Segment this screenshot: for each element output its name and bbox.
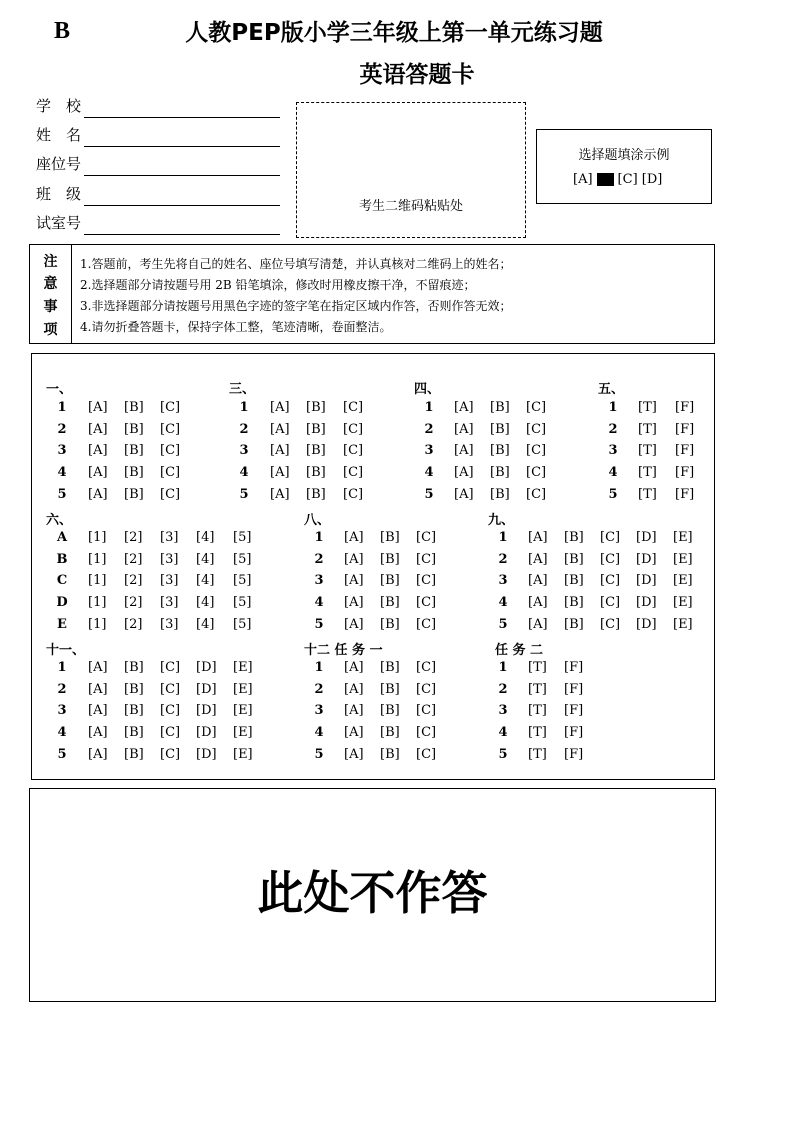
section-title: 八、 <box>304 513 331 528</box>
answer-bubble[interactable]: [C] <box>416 573 437 589</box>
answer-bubble[interactable]: [B] <box>380 681 400 697</box>
notice-line: 3.非选择题部分请按题号用黑色字迹的签字笔在指定区域内作答，否则作答无效； <box>80 299 512 313</box>
question-number: 3 <box>57 443 67 459</box>
info-write-line[interactable] <box>84 174 280 176</box>
answer-bubble[interactable]: [C] <box>526 486 547 502</box>
question-number: 5 <box>57 486 67 502</box>
answer-bubble[interactable]: [A] <box>88 660 108 675</box>
answer-bubble[interactable]: [4] <box>196 616 215 632</box>
answer-bubble[interactable]: [E] <box>233 681 253 697</box>
answer-bubble[interactable]: [T] <box>638 400 657 415</box>
notice-line: 4.请勿折叠答题卡，保持字体工整，笔迹清晰，卷面整洁。 <box>80 320 392 334</box>
answer-bubble[interactable]: [A] <box>344 616 364 632</box>
answer-bubble[interactable]: [5] <box>233 595 252 611</box>
answer-bubble[interactable]: [1] <box>88 573 107 589</box>
answer-bubble[interactable]: [A] <box>528 573 548 589</box>
answer-bubble[interactable]: [C] <box>343 443 364 459</box>
question-number: 3 <box>498 573 508 589</box>
answer-bubble[interactable]: [5] <box>233 551 252 567</box>
answer-bubble[interactable]: [C] <box>160 421 181 437</box>
question-number: 2 <box>314 551 324 567</box>
answer-bubble[interactable]: [D] <box>196 703 217 719</box>
answer-bubble[interactable]: [2] <box>124 616 143 632</box>
question-number: 4 <box>498 595 508 611</box>
answer-bubble[interactable]: [A] <box>344 530 364 545</box>
question-number: 3 <box>314 703 324 719</box>
question-number: 4 <box>608 465 618 481</box>
section-title: 九、 <box>488 513 515 528</box>
info-label: 班 级 <box>36 185 82 203</box>
answer-bubble[interactable]: [B] <box>380 573 400 589</box>
answer-bubble[interactable]: [1] <box>88 616 107 632</box>
answer-bubble[interactable]: [B] <box>490 465 510 481</box>
answer-bubble[interactable]: [A] <box>344 573 364 589</box>
question-number: 1 <box>498 530 508 545</box>
answer-bubble[interactable]: [E] <box>673 595 693 611</box>
section-title: 三、 <box>229 382 256 397</box>
answer-bubble[interactable]: [B] <box>306 443 326 459</box>
answer-bubble[interactable]: [T] <box>638 421 657 437</box>
answer-bubble[interactable]: [B] <box>124 746 144 762</box>
question-number: 5 <box>498 616 508 632</box>
answer-bubble[interactable]: [E] <box>673 573 693 589</box>
question-number: 4 <box>498 725 508 741</box>
answer-bubble[interactable]: [B] <box>380 530 400 545</box>
answer-bubble[interactable]: [D] <box>636 573 657 589</box>
question-number: 3 <box>498 703 508 719</box>
question-number: 3 <box>239 443 249 459</box>
answer-bubble[interactable]: [C] <box>600 595 621 611</box>
qr-code-label: 考生二维码粘贴处 <box>358 199 463 214</box>
answer-bubble[interactable]: [C] <box>343 421 364 437</box>
answer-bubble[interactable]: [B] <box>490 421 510 437</box>
answer-bubble[interactable]: [C] <box>600 551 621 567</box>
answer-bubble[interactable]: [E] <box>673 551 693 567</box>
question-number: 4 <box>57 725 67 741</box>
answer-bubble[interactable]: [C] <box>160 725 181 741</box>
answer-bubble[interactable]: [3] <box>160 595 179 611</box>
page-subtitle <box>0 56 794 89</box>
answer-bubble[interactable]: [A] <box>88 746 108 762</box>
question-number: 5 <box>424 486 434 502</box>
fill-example-title: 选择题填涂示例 <box>578 148 670 163</box>
question-number: 2 <box>498 551 508 567</box>
answer-bubble[interactable]: [A] <box>270 400 290 415</box>
answer-bubble[interactable]: [B] <box>124 725 144 741</box>
info-row <box>36 154 84 174</box>
answer-bubble[interactable]: [T] <box>638 486 657 502</box>
answer-bubble[interactable]: [E] <box>673 530 693 545</box>
question-number: 3 <box>608 443 618 459</box>
answer-bubble[interactable]: [D] <box>196 725 217 741</box>
question-number: 1 <box>424 400 434 415</box>
info-row <box>36 125 84 145</box>
question-number: 1 <box>57 660 67 675</box>
answer-bubble[interactable]: [C] <box>416 725 437 741</box>
answer-bubble[interactable]: [B] <box>380 746 400 762</box>
question-number: 1 <box>314 660 324 675</box>
answer-bubble[interactable]: [C] <box>416 616 437 632</box>
question-number: 2 <box>57 681 67 697</box>
answer-bubble[interactable]: [T] <box>528 681 547 697</box>
answer-bubble[interactable]: [3] <box>160 573 179 589</box>
question-number: 5 <box>57 746 67 762</box>
question-number: 2 <box>424 421 434 437</box>
answer-bubble[interactable]: [4] <box>196 595 215 611</box>
question-number: 4 <box>57 465 67 481</box>
answer-bubble[interactable]: [A] <box>270 465 290 481</box>
answer-bubble[interactable]: [A] <box>344 703 364 719</box>
answer-bubble[interactable]: [A] <box>528 551 548 567</box>
notice-heading-char: 项 <box>43 322 58 338</box>
answer-bubble[interactable]: [T] <box>528 703 547 719</box>
answer-bubble[interactable]: [C] <box>600 530 621 545</box>
info-label: 座位号 <box>36 155 82 173</box>
answer-bubble[interactable]: [C] <box>600 616 621 632</box>
answer-bubble[interactable]: [D] <box>196 660 217 675</box>
info-row <box>36 184 84 204</box>
answer-bubble[interactable]: [C] <box>160 703 181 719</box>
answer-bubble[interactable]: [B] <box>380 660 400 675</box>
question-number: 5 <box>608 486 618 502</box>
notice-heading-char: 注 <box>43 254 58 270</box>
answer-bubble[interactable]: [E] <box>233 725 253 741</box>
question-number: B <box>56 551 68 567</box>
answer-bubble[interactable]: [A] <box>344 681 364 697</box>
answer-bubble[interactable]: [B] <box>306 421 326 437</box>
answer-bubble[interactable]: [2] <box>124 595 143 611</box>
notice-line: 1.答题前，考生先将自己的姓名、座位号填写清楚，并认真核对二维码上的姓名； <box>80 257 512 271</box>
notice-heading-char: 意 <box>43 276 58 292</box>
answer-bubble[interactable]: [B] <box>306 465 326 481</box>
answer-bubble[interactable]: [1] <box>88 551 107 567</box>
question-number: 4 <box>314 725 324 741</box>
answer-bubble[interactable]: [T] <box>528 746 547 762</box>
question-number: 2 <box>498 681 508 697</box>
info-write-line[interactable] <box>84 204 280 206</box>
question-number: 1 <box>608 400 618 415</box>
section-title: 一、 <box>46 382 73 397</box>
answer-bubble[interactable]: [2] <box>124 573 143 589</box>
answer-bubble[interactable]: [C] <box>343 465 364 481</box>
answer-bubble[interactable]: [A] <box>88 681 108 697</box>
question-number: 2 <box>239 421 249 437</box>
answer-bubble[interactable]: [C] <box>526 443 547 459</box>
answer-grid <box>31 353 715 780</box>
answer-bubble[interactable]: [A] <box>454 400 474 415</box>
answer-bubble[interactable]: [F] <box>564 703 584 719</box>
answer-bubble[interactable]: [A] <box>344 595 364 611</box>
answer-bubble[interactable]: [B] <box>564 595 584 611</box>
answer-bubble[interactable]: [A] <box>88 443 108 459</box>
answer-bubble[interactable]: [F] <box>675 465 695 481</box>
answer-bubble[interactable]: [F] <box>564 746 584 762</box>
question-number: 4 <box>424 465 434 481</box>
answer-bubble[interactable]: [F] <box>564 681 584 697</box>
page-title <box>0 14 794 47</box>
answer-bubble[interactable]: [B] <box>124 681 144 697</box>
answer-bubble[interactable]: [T] <box>528 660 547 675</box>
answer-bubble[interactable]: [C] <box>416 681 437 697</box>
answer-bubble[interactable]: [B] <box>564 616 584 632</box>
answer-bubble[interactable]: [E] <box>233 660 253 675</box>
question-number: 5 <box>314 746 324 762</box>
answer-bubble[interactable]: [2] <box>124 530 143 545</box>
answer-bubble[interactable]: [A] <box>88 725 108 741</box>
no-answer-text: 此处不作答 <box>257 866 488 920</box>
answer-bubble[interactable]: [A] <box>528 616 548 632</box>
answer-bubble[interactable]: [E] <box>673 616 693 632</box>
answer-bubble[interactable]: [B] <box>306 400 326 415</box>
answer-bubble[interactable]: [A] <box>88 465 108 481</box>
answer-bubble[interactable]: [F] <box>564 725 584 741</box>
page-subtitle-text: 英语答题卡 <box>359 62 475 88</box>
section-title: 五、 <box>598 382 625 397</box>
answer-bubble[interactable]: [D] <box>636 616 657 632</box>
question-number: 2 <box>608 421 618 437</box>
answer-bubble[interactable]: [C] <box>343 486 364 502</box>
answer-bubble[interactable]: [5] <box>233 573 252 589</box>
answer-bubble[interactable]: [C] <box>416 595 437 611</box>
answer-bubble[interactable]: [1] <box>88 595 107 611</box>
fill-example-before: [A] <box>573 172 593 187</box>
answer-bubble[interactable]: [A] <box>454 421 474 437</box>
answer-bubble[interactable]: [C] <box>416 746 437 762</box>
answer-bubble[interactable]: [C] <box>160 681 181 697</box>
answer-bubble[interactable]: [1] <box>88 530 107 545</box>
answer-bubble[interactable]: [3] <box>160 551 179 567</box>
answer-bubble[interactable]: [4] <box>196 573 215 589</box>
answer-bubble[interactable]: [A] <box>344 660 364 675</box>
answer-bubble[interactable]: [C] <box>526 465 547 481</box>
answer-bubble[interactable]: [B] <box>380 551 400 567</box>
answer-bubble[interactable]: [A] <box>270 443 290 459</box>
question-number: 1 <box>498 660 508 675</box>
question-number: 4 <box>239 465 249 481</box>
version-label: B <box>54 18 71 44</box>
question-number: C <box>56 573 68 589</box>
fill-example-options <box>573 172 662 187</box>
qr-code-area <box>296 102 526 238</box>
answer-bubble[interactable]: [B] <box>124 400 144 415</box>
answer-bubble[interactable]: [F] <box>675 421 695 437</box>
answer-bubble[interactable]: [D] <box>196 746 217 762</box>
answer-bubble[interactable]: [T] <box>638 443 657 459</box>
info-label: 学 校 <box>36 97 82 115</box>
answer-bubble[interactable]: [B] <box>564 551 584 567</box>
answer-bubble[interactable]: [A] <box>454 443 474 459</box>
question-number: 5 <box>239 486 249 502</box>
answer-bubble[interactable]: [C] <box>416 530 437 545</box>
answer-bubble[interactable]: [B] <box>564 573 584 589</box>
question-number: 1 <box>314 530 324 545</box>
answer-bubble[interactable]: [C] <box>160 486 181 502</box>
notice-box <box>29 244 715 344</box>
answer-bubble[interactable]: [C] <box>416 660 437 675</box>
answer-bubble[interactable]: [C] <box>160 400 181 415</box>
answer-bubble[interactable]: [D] <box>196 681 217 697</box>
answer-bubble[interactable]: [A] <box>528 595 548 611</box>
section-title: 十二 任 务 一 <box>304 643 383 658</box>
question-number: 5 <box>498 746 508 762</box>
question-number: D <box>56 595 68 611</box>
answer-bubble[interactable]: [D] <box>636 530 657 545</box>
answer-bubble[interactable]: [B] <box>124 421 144 437</box>
question-number: E <box>57 616 67 632</box>
answer-bubble[interactable]: [A] <box>528 530 548 545</box>
answer-bubble[interactable]: [D] <box>636 595 657 611</box>
answer-bubble[interactable]: [B] <box>380 725 400 741</box>
notice-line: 2.选择题部分请按题号用 2B 铅笔填涂，修改时用橡皮擦干净，不留痕迹； <box>80 278 476 292</box>
answer-bubble[interactable]: [B] <box>124 486 144 502</box>
answer-bubble[interactable]: [5] <box>233 616 252 632</box>
no-answer-area <box>29 788 716 1002</box>
page-title-text: 人教PEP版小学三年级上第一单元练习题 <box>185 20 603 46</box>
answer-bubble[interactable]: [C] <box>526 421 547 437</box>
answer-bubble[interactable]: [4] <box>196 551 215 567</box>
section-title: 六、 <box>46 513 73 528</box>
answer-bubble[interactable]: [B] <box>380 595 400 611</box>
answer-bubble[interactable]: [A] <box>344 725 364 741</box>
answer-bubble[interactable]: [B] <box>490 400 510 415</box>
answer-bubble[interactable]: [4] <box>196 530 215 545</box>
section-title: 十一、 <box>46 643 86 658</box>
answer-bubble[interactable]: [A] <box>454 465 474 481</box>
filled-bubble-icon <box>597 173 614 186</box>
answer-bubble[interactable]: [A] <box>454 486 474 502</box>
notice-heading-char: 事 <box>43 299 58 315</box>
answer-bubble[interactable]: [A] <box>270 486 290 502</box>
answer-bubble[interactable]: [B] <box>490 486 510 502</box>
answer-bubble[interactable]: [C] <box>416 703 437 719</box>
info-label: 试室号 <box>36 214 82 232</box>
answer-bubble[interactable]: [D] <box>636 551 657 567</box>
answer-bubble[interactable]: [B] <box>380 616 400 632</box>
answer-bubble[interactable]: [C] <box>343 400 364 415</box>
answer-bubble[interactable]: [B] <box>124 660 144 675</box>
answer-bubble[interactable]: [F] <box>675 400 695 415</box>
answer-bubble[interactable]: [C] <box>526 400 547 415</box>
question-number: 1 <box>57 400 67 415</box>
question-number: 4 <box>314 595 324 611</box>
answer-bubble[interactable]: [B] <box>380 703 400 719</box>
answer-bubble[interactable]: [C] <box>160 465 181 481</box>
answer-bubble[interactable]: [B] <box>490 443 510 459</box>
fill-example-box <box>536 129 712 204</box>
answer-bubble[interactable]: [C] <box>160 660 181 675</box>
info-row <box>36 213 84 233</box>
section-title: 四、 <box>414 382 441 397</box>
answer-bubble[interactable]: [C] <box>600 573 621 589</box>
answer-bubble[interactable]: [E] <box>233 746 253 762</box>
fill-example-after: [C] [D] <box>617 172 663 187</box>
info-write-line[interactable] <box>84 116 280 118</box>
question-number: 1 <box>239 400 249 415</box>
answer-bubble[interactable]: [F] <box>675 443 695 459</box>
answer-bubble[interactable]: [2] <box>124 551 143 567</box>
info-row <box>36 96 84 116</box>
answer-bubble[interactable]: [B] <box>124 703 144 719</box>
answer-bubble[interactable]: [T] <box>528 725 547 741</box>
answer-bubble[interactable]: [C] <box>160 443 181 459</box>
question-number: A <box>56 530 68 545</box>
section-title: 任 务 二 <box>495 643 544 658</box>
answer-bubble[interactable]: [B] <box>124 443 144 459</box>
answer-bubble[interactable]: [B] <box>306 486 326 502</box>
info-write-line[interactable] <box>84 233 280 235</box>
answer-bubble[interactable]: [A] <box>88 703 108 719</box>
answer-bubble[interactable]: [B] <box>124 465 144 481</box>
answer-bubble[interactable]: [F] <box>564 660 584 675</box>
answer-bubble[interactable]: [5] <box>233 530 252 545</box>
answer-bubble[interactable]: [F] <box>675 486 695 502</box>
answer-bubble[interactable]: [A] <box>88 400 108 415</box>
question-number: 3 <box>314 573 324 589</box>
answer-bubble[interactable]: [A] <box>344 551 364 567</box>
answer-bubble[interactable]: [C] <box>416 551 437 567</box>
question-number: 5 <box>314 616 324 632</box>
question-number: 2 <box>57 421 67 437</box>
answer-bubble[interactable]: [E] <box>233 703 253 719</box>
info-label: 姓 名 <box>36 126 82 144</box>
answer-bubble[interactable]: [A] <box>88 486 108 502</box>
answer-bubble[interactable]: [T] <box>638 465 657 481</box>
question-number: 3 <box>57 703 67 719</box>
answer-bubble[interactable]: [A] <box>270 421 290 437</box>
answer-bubble[interactable]: [B] <box>564 530 584 545</box>
answer-bubble[interactable]: [3] <box>160 530 179 545</box>
answer-bubble[interactable]: [3] <box>160 616 179 632</box>
question-number: 2 <box>314 681 324 697</box>
question-number: 3 <box>424 443 434 459</box>
info-write-line[interactable] <box>84 145 280 147</box>
answer-bubble[interactable]: [A] <box>88 421 108 437</box>
notice-heading <box>30 245 72 343</box>
answer-bubble[interactable]: [C] <box>160 746 181 762</box>
answer-bubble[interactable]: [A] <box>344 746 364 762</box>
